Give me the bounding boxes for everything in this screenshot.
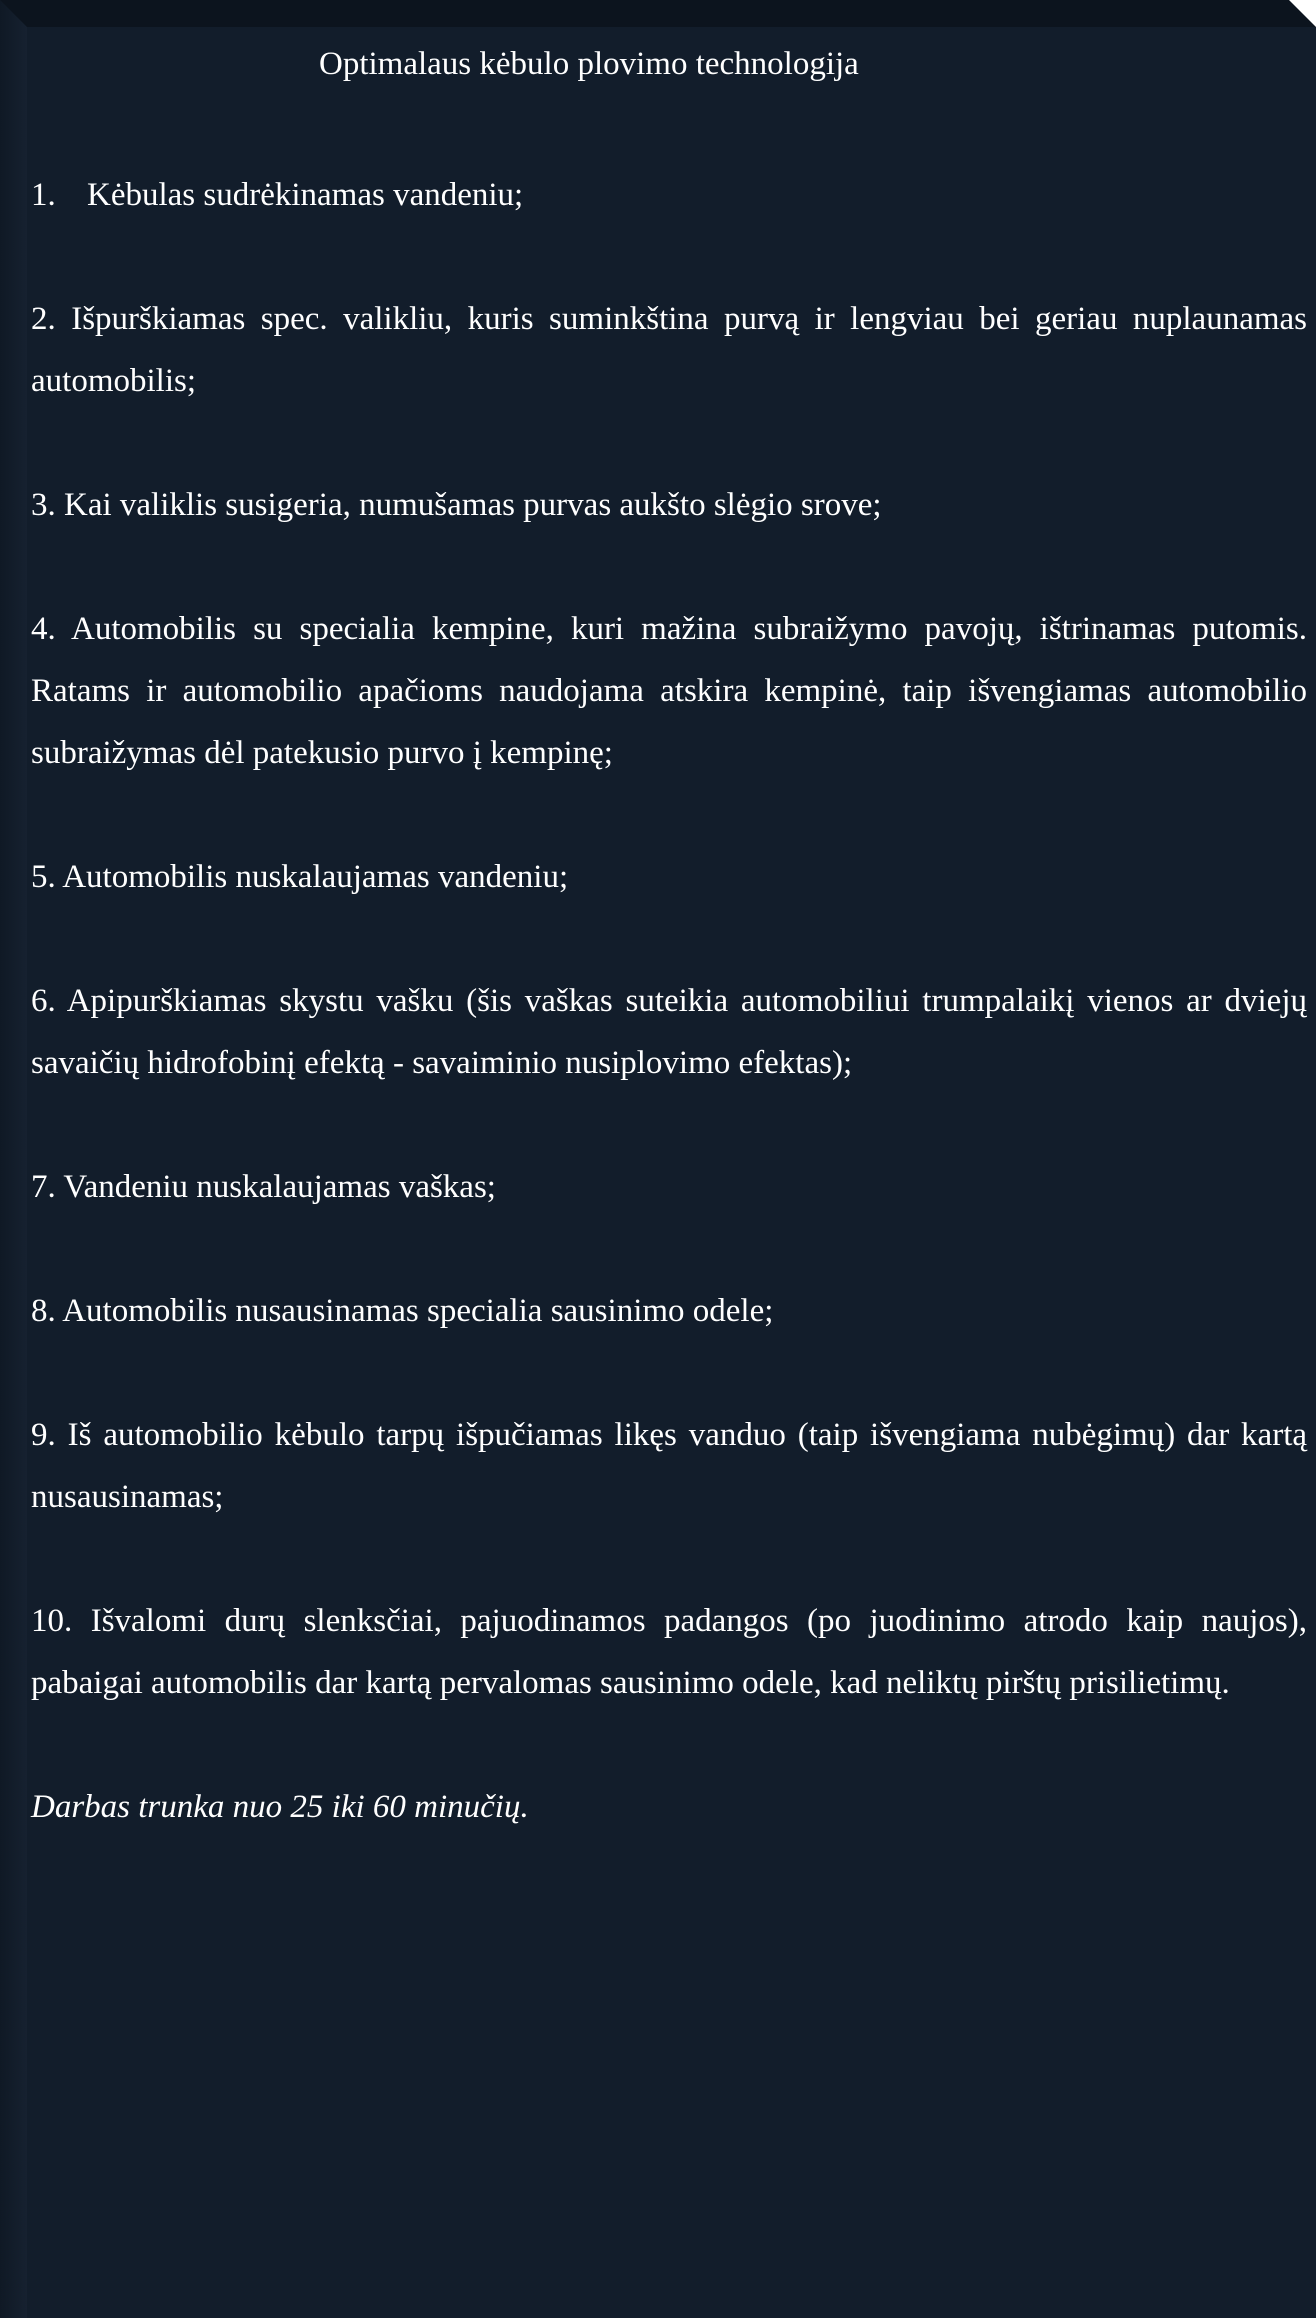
step-text: Iš automobilio kėbulo tarpų išpučiamas likęs vanduo (taip išvengiama nubėgimų) dar kartą nusausinamas; (31, 1417, 1308, 1515)
step-8 (31, 1280, 1307, 1342)
step-text: Automobilis nusausinamas specialia sausinimo odele; (62, 1293, 774, 1329)
step-text: Kai valiklis susigeria, numušamas purvas aukšto slėgio srove; (64, 487, 882, 523)
panel-top-bevel (0, 0, 1316, 27)
step-6 (31, 970, 1307, 1094)
step-text: Išvalomi durų slenksčiai, pajuodinamos padangos (po juodinimo atrodo kaip naujos), pabaigai automobilis dar kartą pervalomas sausinimo odele, kad neliktų pirštų prisilietimų. (31, 1603, 1308, 1701)
duration-note: Darbas trunka nuo 25 iki 60 minučių. (31, 1789, 529, 1825)
step-10 (31, 1590, 1307, 1714)
step-text: Vandeniu nuskalaujamas vaškas; (63, 1169, 496, 1205)
step-3 (31, 474, 1307, 536)
step-text: Automobilis su specialia kempine, kuri mažina subraižymo pavojų, ištrinamas putomis. Ratams ir automobilio apačioms naudojama atskira kempinė, taip išvengiamas automobilio subraižymas dėl patekusio purvo į kempinę; (31, 611, 1307, 771)
step-number: 6. (31, 983, 56, 1019)
document-content (31, 36, 1307, 1838)
step-number: 5. (31, 859, 56, 895)
step-1 (31, 164, 1307, 226)
step-7 (31, 1156, 1307, 1218)
step-number: 2. (31, 301, 56, 337)
step-number: 10. (31, 1603, 73, 1639)
step-number: 1. (31, 177, 56, 213)
step-number: 7. (31, 1169, 56, 1205)
step-number: 4. (31, 611, 56, 647)
step-text: Apipurškiamas skystu vašku (šis vaškas suteikia automobiliui trumpalaikį vienos ar dviejų savaičių hidrofobinį efektą - savaiminio nusiplovimo efektas); (31, 983, 1308, 1081)
step-text: Automobilis nuskalaujamas vandeniu; (62, 859, 569, 895)
step-text: Kėbulas sudrėkinamas vandeniu; (87, 177, 524, 213)
step-4 (31, 598, 1307, 784)
step-5 (31, 846, 1307, 908)
step-2 (31, 288, 1307, 412)
step-number: 9. (31, 1417, 56, 1453)
step-text: Išpurškiamas spec. valikliu, kuris suminkština purvą ir lengviau bei geriau nuplaunamas automobilis; (31, 301, 1308, 399)
panel-left-bevel (0, 0, 27, 2318)
step-number: 3. (31, 487, 56, 523)
document-title: Optimalaus kėbulo plovimo technologija (319, 46, 859, 82)
step-number: 8. (31, 1293, 56, 1329)
step-9 (31, 1404, 1307, 1528)
